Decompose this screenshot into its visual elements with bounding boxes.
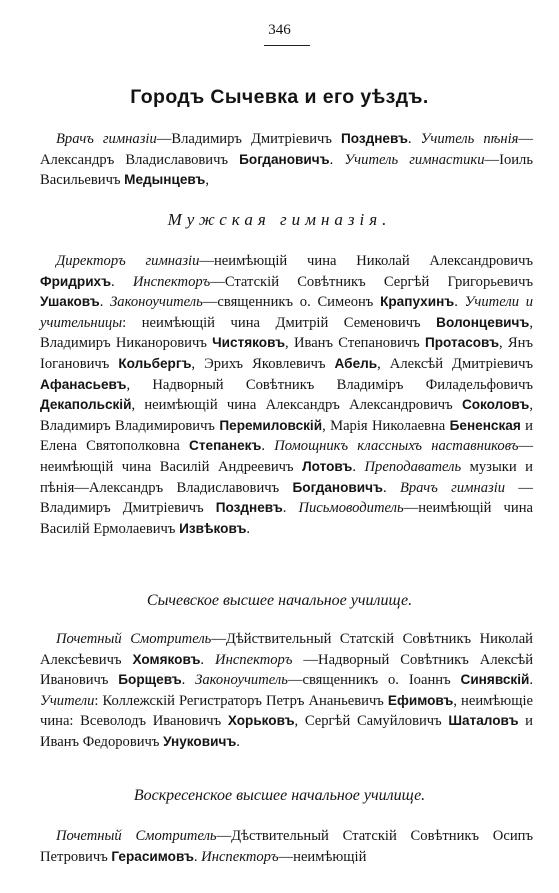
text-run: —Владимиръ Дмитріевичъ	[156, 131, 341, 147]
role-title: Инспекторъ	[215, 651, 293, 668]
surname: Борщевъ	[118, 672, 182, 688]
surname: Чистяковъ	[212, 335, 286, 351]
text-run: , Алексѣй Дмитріевичъ	[377, 355, 534, 372]
surname: Ефимовъ	[387, 692, 454, 708]
text-run: .	[329, 151, 345, 168]
text-run: —Дѣствительный Статскій Совѣтникъ Осипъ Петровичъ	[40, 828, 533, 865]
surname: Медынцевъ	[124, 172, 206, 188]
text-run: , Янъ Іогановичъ	[40, 335, 533, 372]
role-title: Инспекторъ	[201, 848, 279, 865]
surname: Богдановичъ	[292, 479, 383, 495]
text-run: —неимѣющій чина Василій Андреевичъ	[40, 438, 534, 475]
gymnasium-paragraph	[40, 251, 533, 539]
section-heading-voskresensk-school: Воскресенское высшее начальное училище.	[133, 787, 426, 804]
text-run: —неимѣющій чина Василій Ермолаевичъ	[40, 500, 533, 537]
surname: Волонцевичъ	[436, 314, 530, 330]
text-run: : неимѣющій чина Дмитрій Семеновичъ	[122, 314, 437, 331]
text-run: .	[193, 848, 202, 865]
text-run: ,	[205, 172, 209, 189]
text-run: .	[236, 733, 240, 750]
surname: Извѣковъ	[179, 520, 247, 536]
surname: Богдановичъ	[239, 151, 330, 167]
voskresensk-school-paragraph	[40, 826, 533, 867]
page-title: Городъ Сычевка и его уѣздъ.	[130, 86, 429, 108]
role-title: Преподаватель	[364, 458, 462, 475]
text-run: .	[282, 500, 299, 517]
text-run: .	[99, 294, 111, 311]
text-run: .	[454, 294, 465, 311]
text-run: .	[111, 273, 133, 290]
text-run: , Иванъ Степановичъ	[285, 335, 425, 352]
surname: Унуковичъ	[163, 733, 237, 749]
text-run: и Елена Святополковна	[40, 417, 533, 455]
role-title: Законоучитель	[110, 294, 203, 311]
surname: Бененская	[449, 417, 521, 433]
text-run: —Статскій Совѣтникъ Сергѣй Григорьевичъ	[210, 273, 533, 290]
role-title: Почетный Смотритель	[56, 631, 212, 647]
surname: Лотовъ	[302, 458, 353, 474]
role-title: Директоръ гимназіи	[56, 253, 200, 269]
surname: Протасовъ	[424, 335, 499, 351]
page-number-rule	[264, 45, 310, 46]
section-heading-gymnasium: Мужская гимназія.	[167, 210, 392, 229]
text-run: , неимѣющіе чина: Всеволодъ Ивановичъ	[40, 692, 533, 730]
surname: Ушаковъ	[40, 294, 100, 310]
text-run: —Владимиръ Дмитріевичъ	[40, 479, 533, 517]
role-title: Учители и учительницы	[40, 294, 534, 331]
surname: Шаталовъ	[448, 713, 519, 729]
surname: Соколовъ	[461, 397, 530, 413]
text-run: .	[529, 672, 533, 689]
text-run: —неимѣющій	[278, 848, 367, 865]
text-run: .	[261, 438, 275, 455]
surname: Афанасьевъ	[40, 376, 127, 392]
surname: Фридрихъ	[40, 273, 112, 289]
surname: Синявскій	[460, 672, 530, 688]
text-run: : Коллежскій Регистраторъ Петръ Ананьевичъ	[94, 692, 388, 709]
surname: Кольбергъ	[118, 355, 192, 371]
role-title: Почетный Смотритель	[56, 828, 217, 844]
surname: Поздневъ	[215, 500, 283, 516]
text-run: , Владимиръ Никаноровичъ	[40, 314, 533, 352]
role-title: Инспекторъ	[132, 273, 211, 290]
surname: Хорьковъ	[227, 713, 295, 729]
page-number: 346	[268, 22, 291, 38]
text-run: —неимѣющій чина Николай Александровичъ	[199, 253, 534, 269]
text-run: —Іоиль Васильевичъ	[40, 151, 533, 189]
role-title: Письмоводитель	[298, 500, 404, 517]
text-run: .	[407, 131, 421, 147]
text-run: , Эрихъ Яковлевичъ	[191, 355, 335, 372]
text-run: —священникъ о. Іоаннъ	[287, 672, 461, 689]
surname: Герасимовъ	[111, 848, 194, 864]
text-run: —священникъ о. Симеонъ	[202, 294, 381, 311]
role-title: Учители	[40, 692, 95, 709]
sychevka-school-paragraph	[40, 629, 533, 753]
role-title: Врачъ гимназіи	[399, 479, 506, 496]
text-run: , Марія Николаевна	[322, 417, 450, 434]
role-title: Учитель пѣнія	[420, 131, 519, 147]
text-run: , Владимиръ Владимировичъ	[40, 397, 533, 434]
text-run: и Иванъ Федоровичъ	[40, 713, 533, 750]
text-run: , Надворный Совѣтникъ Владиміръ Филадельфовичъ	[126, 376, 533, 393]
section-heading-sychevka-school: Сычевское высшее начальное училище.	[146, 592, 413, 609]
role-title: Законоучитель	[195, 672, 288, 689]
text-run: .	[200, 651, 216, 668]
surname: Степанекъ	[189, 438, 262, 454]
role-title: Помощникъ классныхъ наставниковъ	[274, 438, 519, 455]
text-run: .	[382, 479, 400, 496]
surname: Абель	[334, 355, 378, 371]
surname: Поздневъ	[340, 131, 408, 146]
text-run: .	[352, 458, 365, 475]
intro-paragraph	[40, 129, 533, 191]
role-title: Учитель гимнастики	[344, 151, 485, 168]
role-title: Врачъ гимназіи	[56, 131, 157, 147]
text-run: —Дѣйствительный Статскій Совѣтникъ Николай Алексѣевичъ	[40, 631, 533, 668]
surname: Крапухинъ	[380, 294, 455, 310]
text-run: .	[246, 520, 251, 537]
surname: Перемиловскій	[219, 417, 323, 433]
text-run: музыки и пѣнія—Александръ Владиславовичъ	[40, 458, 533, 496]
text-run: —Надворный Совѣтникъ Алексѣй Ивановичъ	[40, 651, 534, 689]
text-run: .	[181, 672, 196, 689]
text-run: —Александръ Владиславовичъ	[40, 131, 534, 168]
surname: Хомяковъ	[132, 651, 201, 667]
text-run: , Сергѣй Самуйловичъ	[294, 713, 449, 730]
surname: Декапольскій	[40, 397, 132, 413]
text-run: , неимѣющій чина Александръ Александровичъ	[131, 397, 462, 414]
